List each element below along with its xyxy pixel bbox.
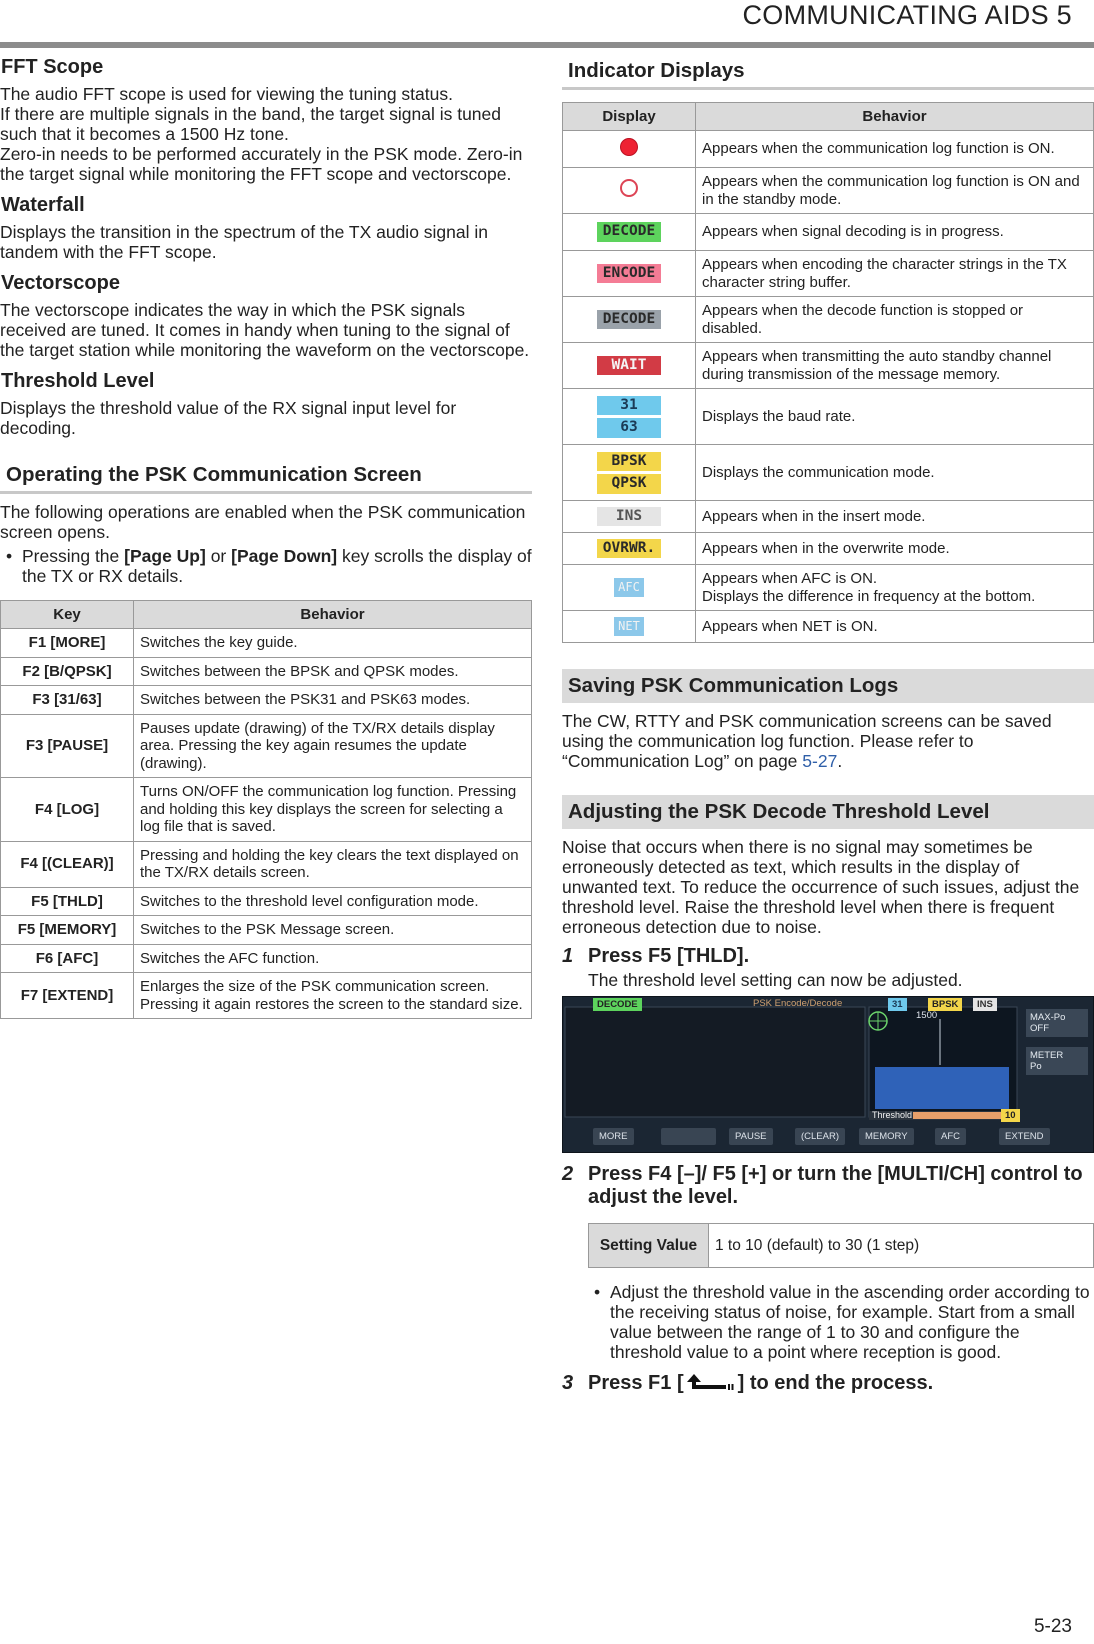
decode-indicator: DECODE [597, 222, 661, 242]
behavior-column-header: Behavior [134, 601, 532, 629]
ins-indicator: INS [597, 507, 661, 527]
table-row: NET Appears when NET is ON. [563, 611, 1094, 643]
psk-screen-screenshot [562, 996, 1094, 1153]
table-row: DECODE Appears when signal decoding is in progress. [563, 214, 1094, 251]
baud-31-indicator: 31 [597, 396, 661, 416]
qpsk-indicator: QPSK [597, 474, 661, 494]
behavior-column-header: Behavior [696, 103, 1094, 131]
page-link[interactable]: 5-27 [802, 751, 838, 771]
table-row: F5 [MEMORY] Switches to the PSK Message screen. [1, 916, 532, 945]
indicator-table [562, 102, 1094, 643]
running-header: COMMUNICATING AIDS 5 [742, 0, 1072, 30]
saving-heading: Saving PSK Communication Logs [562, 669, 1094, 703]
adjusting-text: Noise that occurs when there is no signal may sometimes be erroneously detected as text, which results in the display of unwanted text. To reduce the occurrence of such issues, adjust the threshold level. Raise the threshold level when there is frequent erroneous detection due to noise. [562, 837, 1080, 937]
table-row: 31 63 Displays the baud rate. [563, 389, 1094, 445]
table-row: F4 [LOG] Turns ON/OFF the communication log function. Pressing and holding this key displays the screen for selecting a log file that is saved. [1, 778, 532, 842]
bullet-dot: • [594, 1282, 601, 1302]
right-column [562, 56, 1094, 1395]
table-row: WAIT Appears when transmitting the auto standby channel during transmission of the message memory. [563, 343, 1094, 389]
step-1-subtext: The threshold level setting can now be adjusted. [588, 970, 963, 990]
afc-indicator: AFC [614, 578, 644, 598]
fft-title: FFT Scope [1, 56, 104, 78]
log-standby-indicator-icon [620, 179, 638, 197]
bullet-dot: • [6, 546, 13, 566]
net-indicator: NET [614, 617, 644, 637]
table-row: F3 [31/63] Switches between the PSK31 and PSK63 modes. [1, 686, 532, 715]
screen-threshold-label: Threshold [872, 1110, 913, 1120]
screen-title: PSK Encode/Decode [753, 998, 843, 1009]
table-row: F1 [MORE] Switches the key guide. [1, 629, 532, 658]
indicator-heading: Indicator Displays [562, 56, 1094, 90]
screen-threshold-value: 10 [1001, 1109, 1020, 1122]
log-on-indicator-icon [620, 138, 638, 156]
setting-value: 1 to 10 (default) to 30 (1 step) [709, 1224, 1094, 1268]
screen-baud-indicator: 31 [888, 998, 907, 1011]
table-row: BPSK QPSK Displays the communication mode. [563, 445, 1094, 501]
adjusting-heading: Adjusting the PSK Decode Threshold Level [562, 795, 1094, 829]
screen-key-pause[interactable]: PAUSE [729, 1128, 773, 1145]
screen-key-clear[interactable]: (CLEAR) [795, 1128, 845, 1145]
return-icon [684, 1372, 738, 1392]
table-row: INS Appears when in the insert mode. [563, 501, 1094, 533]
screen-key-blank[interactable] [661, 1128, 716, 1145]
table-row: F7 [EXTEND] Enlarges the size of the PSK communication screen. Pressing it again restores the screen to the standard size. [1, 973, 532, 1019]
table-row: F4 [(CLEAR)] Pressing and holding the key clears the text displayed on the TX/RX details screen. [1, 841, 532, 887]
wait-indicator: WAIT [597, 356, 661, 376]
waterfall-text: Displays the transition in the spectrum of the TX audio signal in tandem with the FFT scope. [0, 222, 488, 262]
vectorscope-text: The vectorscope indicates the way in which the PSK signals received are tuned. It comes in handy when tuning to the signal of the target station while monitoring the waveform on the vectorscope. [0, 300, 530, 360]
saving-text: The CW, RTTY and PSK communication screens can be saved using the communication log function. Please refer to “Communication Log” on page 5-27. [562, 711, 1052, 771]
header-rule [0, 42, 1094, 48]
table-row: AFC Appears when AFC is ON. Displays the difference in frequency at the bottom. [563, 565, 1094, 611]
screen-key-afc[interactable]: AFC [935, 1128, 966, 1145]
bullet-text: Adjust the threshold value in the ascending order according to the receiving status of noise, for example. Start from a small value between the range of 1 to 30 and configure the threshold value to a point where reception is good. [610, 1282, 1090, 1362]
operating-bullet [0, 546, 532, 586]
table-row: F6 [AFC] Switches the AFC function. [1, 944, 532, 973]
threshold-title: Threshold Level [1, 370, 155, 392]
table-row: F5 [THLD] Switches to the threshold level configuration mode. [1, 887, 532, 916]
step-3-title: Press F1 [ ] to end the process. [588, 1372, 934, 1394]
table-row [589, 1224, 1094, 1268]
screen-frequency: 1500 [916, 1010, 938, 1021]
step-2-title: Press F4 [–]/ F5 [+] or turn the [MULTI/CH] control to adjust the level. [588, 1163, 1083, 1208]
table-row: DECODE Appears when the decode function is stopped or disabled. [563, 297, 1094, 343]
step-3: 3 Press F1 [ ] to end the process. [562, 1372, 934, 1394]
left-column [0, 56, 532, 1019]
screen-key-more[interactable]: MORE [593, 1128, 634, 1145]
operating-heading: Operating the PSK Communication Screen [0, 460, 532, 494]
setting-label: Setting Value [589, 1224, 709, 1268]
table-row: F3 [PAUSE] Pauses update (drawing) of the TX/RX details display area. Pressing the key again resumes the update (drawing). [1, 714, 532, 778]
ovrwr-indicator: OVRWR. [597, 539, 661, 559]
side-button-meter[interactable]: METER Po [1026, 1047, 1088, 1075]
table-row: Appears when the communication log function is ON. [563, 131, 1094, 168]
table-row: ENCODE Appears when encoding the character strings in the TX character string buffer. [563, 251, 1094, 297]
operating-intro: The following operations are enabled when the PSK communication screen opens. [0, 502, 526, 542]
decode-off-indicator: DECODE [597, 310, 661, 330]
step-1-title: Press F5 [THLD]. [588, 945, 750, 967]
side-button-max-po[interactable]: MAX-Po OFF [1026, 1009, 1088, 1037]
waterfall-title: Waterfall [1, 194, 85, 216]
screen-mode-indicator: BPSK [928, 998, 962, 1011]
vectorscope-title: Vectorscope [1, 272, 120, 294]
screen-key-extend[interactable]: EXTEND [999, 1128, 1050, 1145]
screen-ins-indicator: INS [973, 998, 997, 1011]
step-2: 2 Press F4 [–]/ F5 [+] or turn the [MULTI/CH] control to adjust the level. [562, 1163, 1094, 1209]
screen-key-memory[interactable]: MEMORY [859, 1128, 914, 1145]
setting-table [588, 1223, 1094, 1268]
table-row: OVRWR. Appears when in the overwrite mode. [563, 533, 1094, 565]
bullet-text: Pressing the [Page Up] or [Page Down] key scrolls the display of the TX or RX details. [22, 546, 532, 586]
bpsk-indicator: BPSK [597, 452, 661, 472]
display-column-header: Display [563, 103, 696, 131]
table-row: F2 [B/QPSK] Switches between the BPSK and QPSK modes. [1, 657, 532, 686]
step-1: 1 Press F5 [THLD]. The threshold level setting can now be adjusted. [562, 945, 963, 990]
screen-decode-indicator: DECODE [593, 998, 642, 1011]
key-column-header: Key [1, 601, 134, 629]
key-table [0, 600, 532, 1019]
threshold-text: Displays the threshold value of the RX signal input level for decoding. [0, 398, 457, 438]
baud-63-indicator: 63 [597, 418, 661, 438]
adjust-bullet [588, 1282, 1094, 1362]
encode-indicator: ENCODE [597, 264, 661, 284]
fft-text: The audio FFT scope is used for viewing the tuning status. If there are multiple signals in the band, the target signal is tuned such that it becomes a 1500 Hz tone. Zero-in needs to be performed accurately in the PSK mode. Zero-in the target signal while monitoring the FFT scope and vectorscope. [0, 84, 523, 184]
page-number: 5-23 [1033, 1616, 1072, 1637]
table-row: Appears when the communication log function is ON and in the standby mode. [563, 168, 1094, 214]
